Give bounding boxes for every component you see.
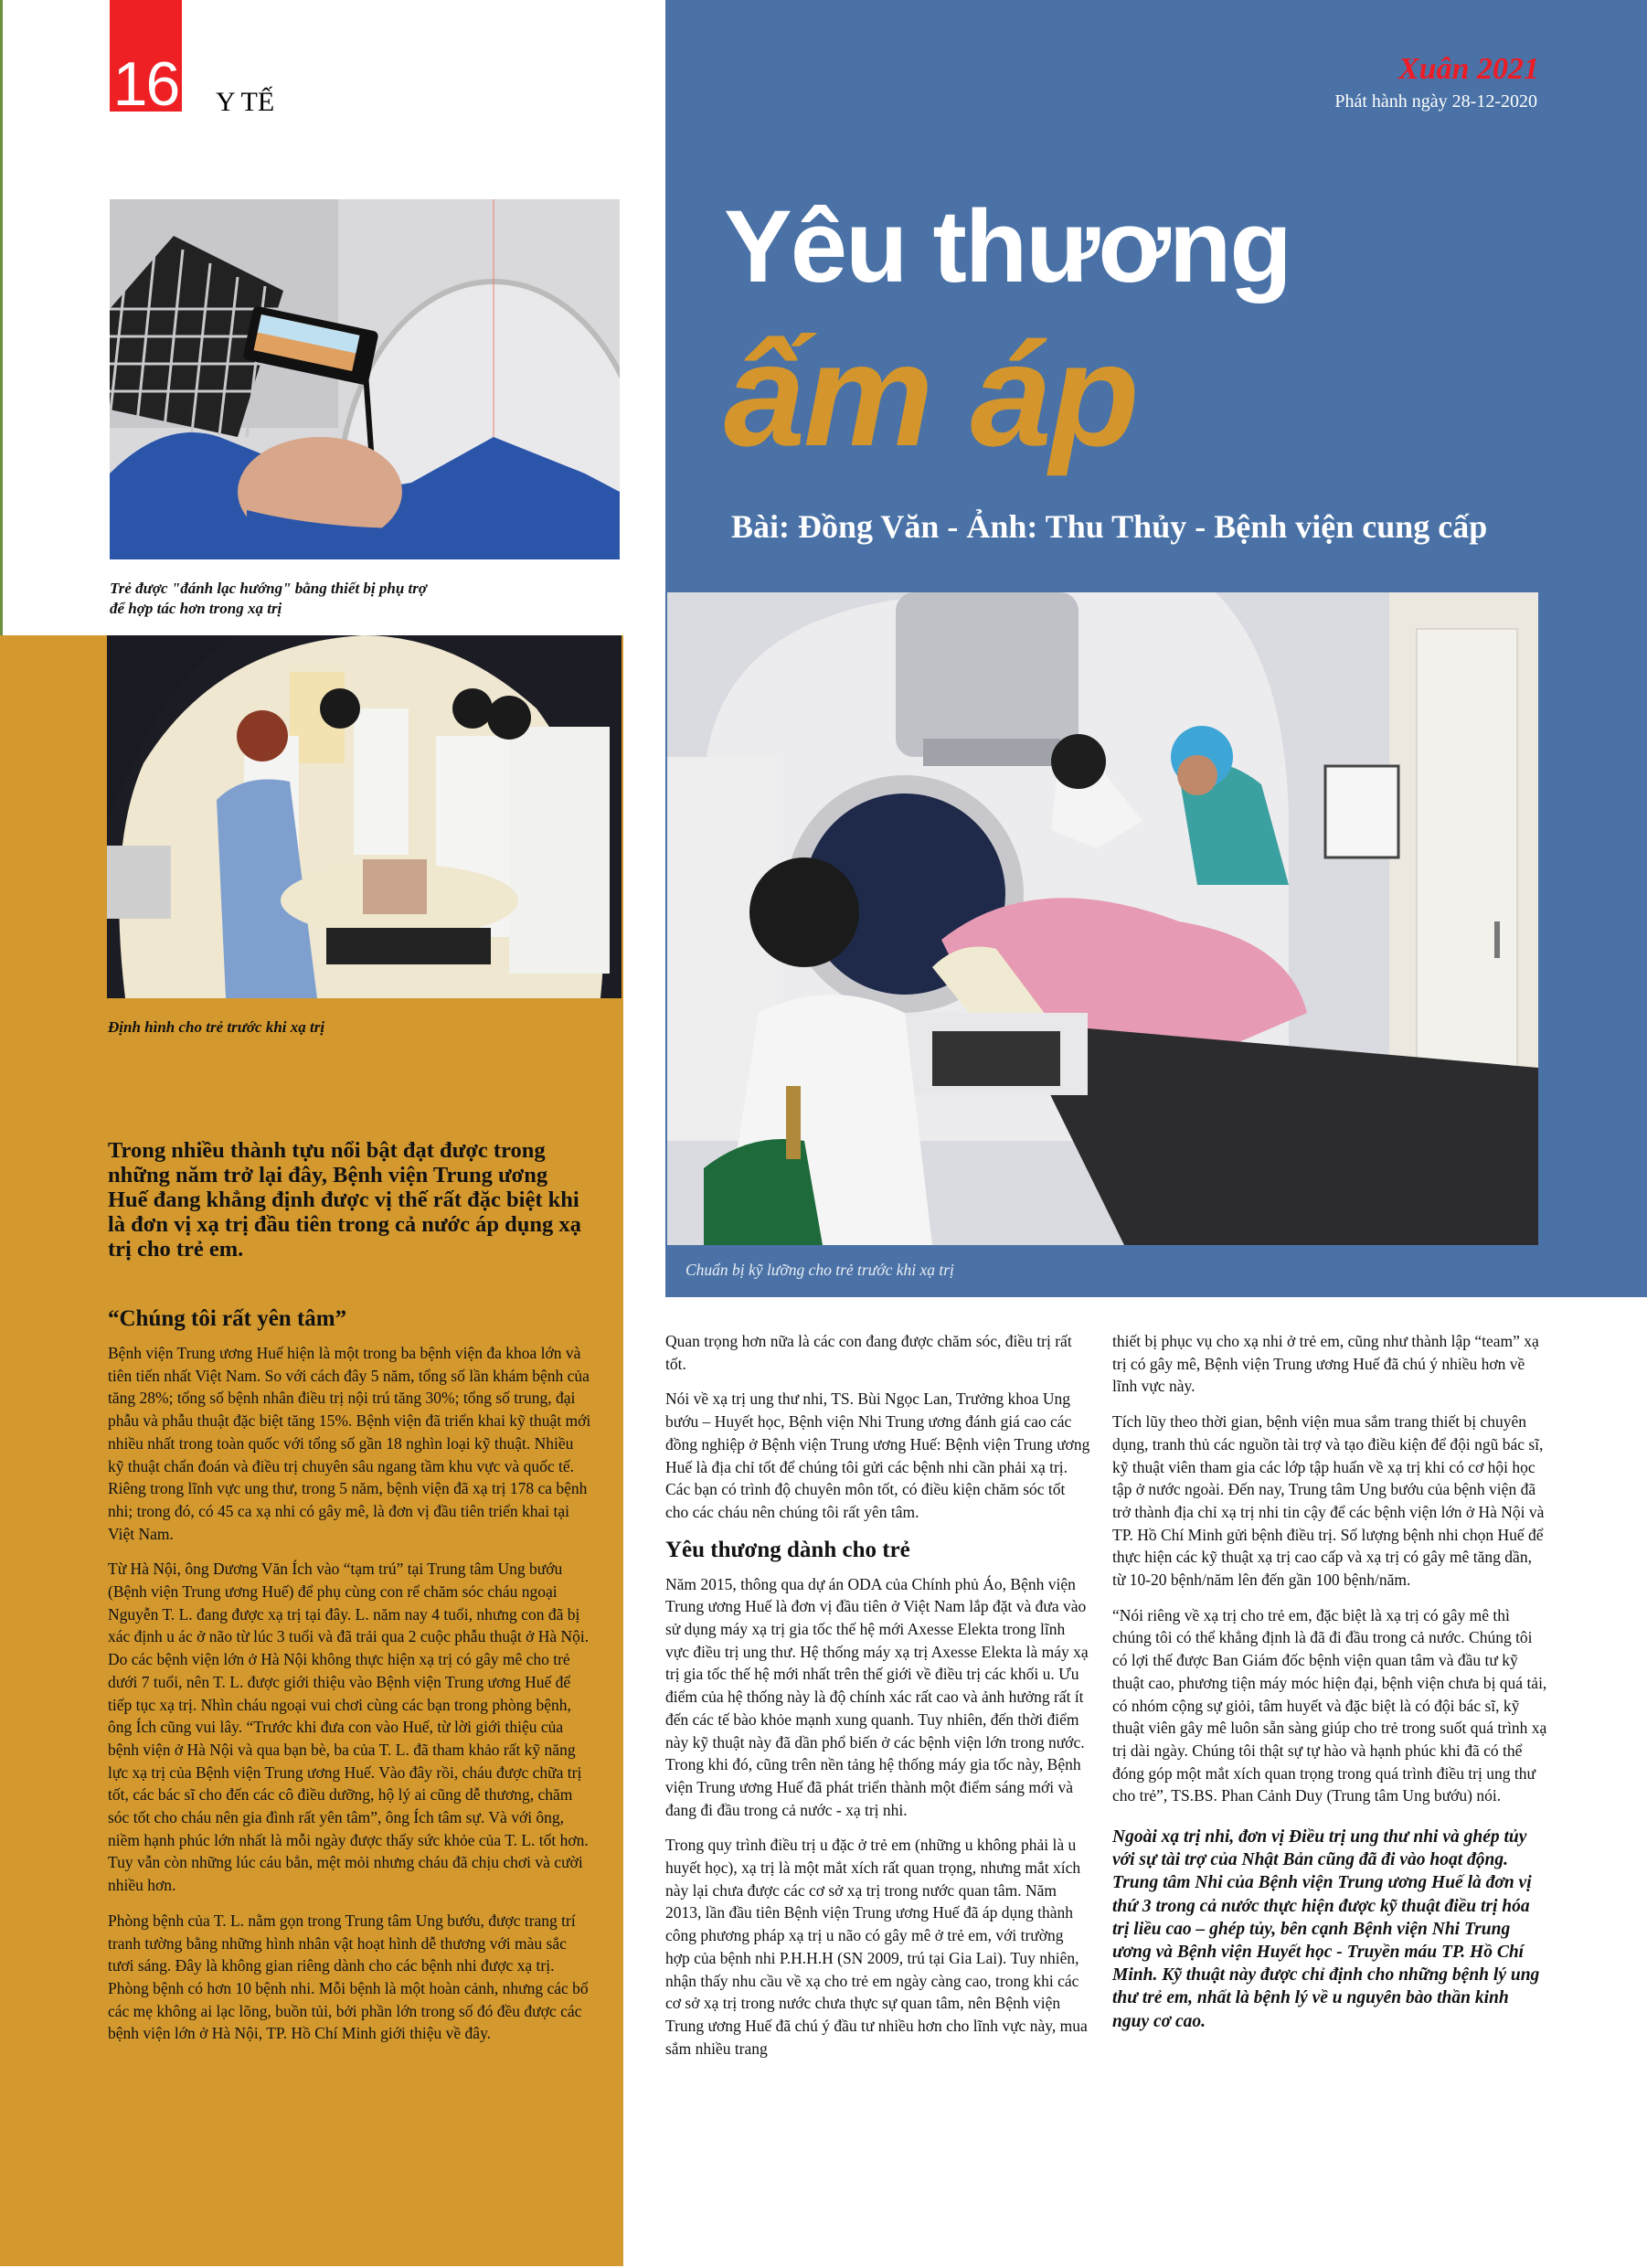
headline-line-2: ấm áp	[724, 313, 1138, 476]
subheading-2: Yêu thương dành cho trẻ	[665, 1537, 910, 1562]
subheading-1: “Chúng tôi rất yên tâm”	[108, 1306, 347, 1331]
caption-line: để hợp tác hơn trong xạ trị	[110, 600, 282, 617]
paragraph: Năm 2015, thông qua dự án ODA của Chính phủ Áo, Bệnh viện Trung ương Huế là đơn vị đầu tiên ở Việt Nam lắp đặt và đưa vào sử dụng máy xạ trị gia tốc thế hệ mới Axesse Elekta trong lĩnh vực điều trị ung thư. Hệ thống máy xạ trị Axesse Elekta là máy xạ trị gia tốc thế hệ mới nhất trên thế giới về điều trị các khối u. Ưu điểm của hệ thống này là độ chính xác rất cao và ảnh hưởng rất ít đến các tế bào khỏe mạnh xung quanh. Tuy nhiên, đến thời điểm này kỹ thuật này đã dần phổ biến ở các bệnh viện lớn trong nước. Trong khi đó, cũng trên nền tảng hệ thống máy gia tốc này, Bệnh viện Trung ương Huế đã phát triển thành một điểm sáng mới và đang đi đầu trong cả nước - xạ trị nhi.	[665, 1574, 1089, 1819]
paragraph: Phòng bệnh của T. L. nằm gọn trong Trung tâm Ung bướu, được trang trí tranh tường bằng những hình nhân vật hoạt hình dễ thương với màu sắc tươi sáng. Đây là không gian riêng dành cho các bệnh nhi được xạ trị. Phòng bệnh có hơn 10 bệnh nhi. Mỗi bệnh là một hoàn cảnh, nhưng các bố các mẹ không ai lạc lõng, buồn tủi, bởi phần lớn trong số đó đều được các bệnh viện lớn ở Hà Nội, TP. Hồ Chí Minh giới thiệu về đây.	[108, 1911, 589, 2043]
headline-line-1: Yêu thương	[724, 189, 1291, 303]
paragraph: thiết bị phục vụ cho xạ nhi ở trẻ em, cũng như thành lập “team” xạ trị có gây mê, Bệnh viện Trung ương Huế đã chú ý nhiều hơn về lĩnh vực này.	[1112, 1332, 1539, 1396]
left-edge-rule	[0, 0, 3, 640]
article-lead: Trong nhiều thành tựu nổi bật đạt được trong những năm trở lại đây, Bệnh viện Trung ương Huế đang khẳng định được vị thế rất đặc biệt khi là đơn vị xạ trị đầu tiên trong cả nước áp dụng xạ trị cho trẻ em.	[108, 1138, 581, 1262]
issue-date: Phát hành ngày 28-12-2020	[1334, 91, 1537, 112]
column-2	[665, 1330, 1091, 2072]
paragraph: Từ Hà Nội, ông Dương Văn Ích vào “tạm trú” tại Trung tâm Ung bướu (Bệnh viện Trung ương Huế) để phụ cùng con rể chăm sóc cháu ngoại Nguyễn T. L. đang được xạ trị tại đây. L. năm nay 4 tuổi, nhưng con đã bị xác định u ác ở não từ lúc 3 tuổi và đã trải qua 2 cuộc phẫu thuật ở Hà Nội. Do các bệnh viện lớn ở Hà Nội không thực hiện xạ trị có gây mê cho trẻ dưới 7 tuổi, nên T. L. được giới thiệu vào Bệnh viện Trung ương Huế để tiếp tục xạ trị. Nhìn cháu ngoại vui chơi cùng các bạn trong phòng bệnh, ông Ích cũng vui lây. “Trước khi đưa con vào Huế, từ lời giới thiệu của bệnh viện ở Hà Nội và qua bạn bè, ba của T. L. đã tham khảo rất kỹ năng lực xạ trị của Bệnh viện Trung ương Huế. Vào đây rồi, cháu được chữa trị tốt, các bác sĩ cho đến các cô điều dưỡng, hộ lý ai cũng dễ thương, chăm sóc tốt cho cháu nên gia đình rất yên tâm”, ông Ích tâm sự. Và với ông, niềm hạnh phúc lớn nhất là mỗi ngày được thấy sức khỏe của T. L. tốt hơn. Tuy vẫn còn những lúc cáu bẳn, mệt mỏi nhưng cháu đã chịu chơi và cười nhiều hơn.	[108, 1560, 590, 1895]
caption-line: Trẻ được "đánh lạc hướng" bằng thiết bị phụ trợ	[110, 580, 428, 597]
paragraph: Nói về xạ trị ung thư nhi, TS. Bùi Ngọc Lan, Trưởng khoa Ung bướu – Huyết học, Bệnh viện Nhi Trung ương đánh giá cao các đồng nghiệp ở Bệnh viện Trung ương Huế: Bệnh viện Trung ương Huế là địa chỉ tốt để chúng tôi gửi các bệnh nhi cần phải xạ trị. Các bạn có trình độ chuyên môn tốt, có điều kiện chăm sóc tốt cho các cháu nên chúng tôi rất yên tâm.	[665, 1390, 1090, 1521]
paragraph: Tích lũy theo thời gian, bệnh viện mua sắm trang thiết bị chuyên dụng, tranh thủ các nguồn tài trợ và tạo điều kiện để đội ngũ bác sĩ, kỹ thuật viên tham gia các lớp tập huấn về xạ trị khi có cơ hội học tập ở nước ngoài. Đến nay, Trung tâm Ung bướu của bệnh viện đã trở thành địa chỉ xạ trị nhi tin cậy để các bệnh viện lớn ở Hà Nội và TP. Hồ Chí Minh gửi bệnh điều trị. Số lượng bệnh nhi chọn Huế để thực hiện các kỹ thuật xạ trị cao cấp và xạ trị có gây mê tăng dần, từ 10-20 bệnh/năm lên đến gần 100 bệnh/năm.	[1112, 1412, 1545, 1590]
closing-highlight: Ngoài xạ trị nhi, đơn vị Điều trị ung thư nhi và ghép tủy với sự tài trợ của Nhật Bản cũng đã đi vào hoạt động. Trung tâm Nhi của Bệnh viện Trung ương Huế là đơn vị thứ 3 trong cả nước thực hiện được kỹ thuật điều trị hóa trị liều cao – ghép tủy, bên cạnh Bệnh viện Nhi Trung ương và Bệnh viện Huyết học - Truyền máu TP. Hồ Chí Minh. Kỹ thuật này được chỉ định cho những bệnh lý ung thư trẻ em, nhất là bệnh lý về u nguyên bào thần kinh nguy cơ cao.	[1112, 1827, 1540, 2031]
paragraph: “Nói riêng về xạ trị cho trẻ em, đặc biệt là xạ trị có gây mê thì chúng tôi có thể khẳng định là đã đi đầu trong cả nước. Chúng tôi có lợi thế được Ban Giám đốc bệnh viện quan tâm và đầu tư kỹ thuật cao, phương tiện máy móc hiện đại, bệnh viện chưa bị quá tải, có nhóm cộng sự giỏi, tâm huyết và đặc biệt là có đội bác sĩ, kỹ thuật viên gây mê luôn sẵn sàng giúp cho trẻ trong suốt quá trình xạ trị dài ngày. Chúng tôi thật sự tự hào và hạnh phúc khi đã có thể đóng góp một mắt xích quan trọng trong quá trình điều trị ung thư cho trẻ”, TS.BS. Phan Cảnh Duy (Trung tâm Ung bướu) nói.	[1112, 1605, 1547, 1805]
column-1	[108, 1305, 592, 2058]
byline: Bài: Đồng Văn - Ảnh: Thu Thủy - Bệnh viện cung cấp	[731, 508, 1488, 545]
paragraph: Trong quy trình điều trị u đặc ở trẻ em (những u không phải là u huyết học), xạ trị là một mắt xích rất quan trọng, nhưng mắt xích này lại chưa được các cơ sở xạ trị trong nước quan tâm. Năm 2013, lần đầu tiên Bệnh viện Trung ương Huế đã áp dụng thành công phương pháp xạ trị u não có gây mê ở trẻ em, với trường hợp của bệnh nhi P.H.H.H (SN 2009, trú tại Gia Lai). Tuy nhiên, nhận thấy nhu cầu về xạ cho trẻ em ngày càng cao, trong khi các cơ sở xạ trị trong nước chưa thực sự quan tâm, nên Bệnh viện Trung ương Huế đã chú ý đầu tư nhiều hơn cho lĩnh vực này, mua sắm nhiều trang	[665, 1836, 1088, 2058]
photo-child-with-screen	[110, 199, 620, 559]
column-3	[1112, 1330, 1547, 2046]
photo-1-caption	[110, 579, 585, 619]
photo-main-treatment-room	[667, 592, 1538, 1245]
section-label: Y TẾ	[216, 87, 275, 117]
page-number: 16	[112, 49, 179, 119]
paragraph: Bệnh viện Trung ương Huế hiện là một trong ba bệnh viện đa khoa lớn và tiên tiến nhất Việt Nam. So với cách đây 5 năm, tổng số lần khám bệnh của tăng 28%; tổng số bệnh nhân điều trị nội trú tăng 30%; tổng số trung, đại phẫu và phẫu thuật đặc biệt tăng 15%. Bệnh viện đã triển khai kỹ thuật mới nhiều nhất trong toàn quốc với tổng số gần 18 nghìn loại kỹ thuật. Nhiều kỹ thuật chẩn đoán và điều trị chuyên sâu ngang tầm khu vực và quốc tế. Riêng trong lĩnh vực ung thư, trong 5 năm, bệnh viện đã xạ trị 178 ca bệnh nhi; trong đó, có 45 ca xạ nhi có gây mê, là đơn vị đầu tiên triển khai tại Việt Nam.	[108, 1344, 591, 1543]
photo-3-caption: Chuẩn bị kỹ lưỡng cho trẻ trước khi xạ trị	[685, 1261, 954, 1279]
issue-title: Xuân 2021	[1398, 52, 1539, 86]
photo-2-caption: Định hình cho trẻ trước khi xạ trị	[108, 1018, 325, 1036]
paragraph: Quan trọng hơn nữa là các con đang được chăm sóc, điều trị rất tốt.	[665, 1332, 1072, 1373]
photo-medical-team	[107, 635, 622, 998]
